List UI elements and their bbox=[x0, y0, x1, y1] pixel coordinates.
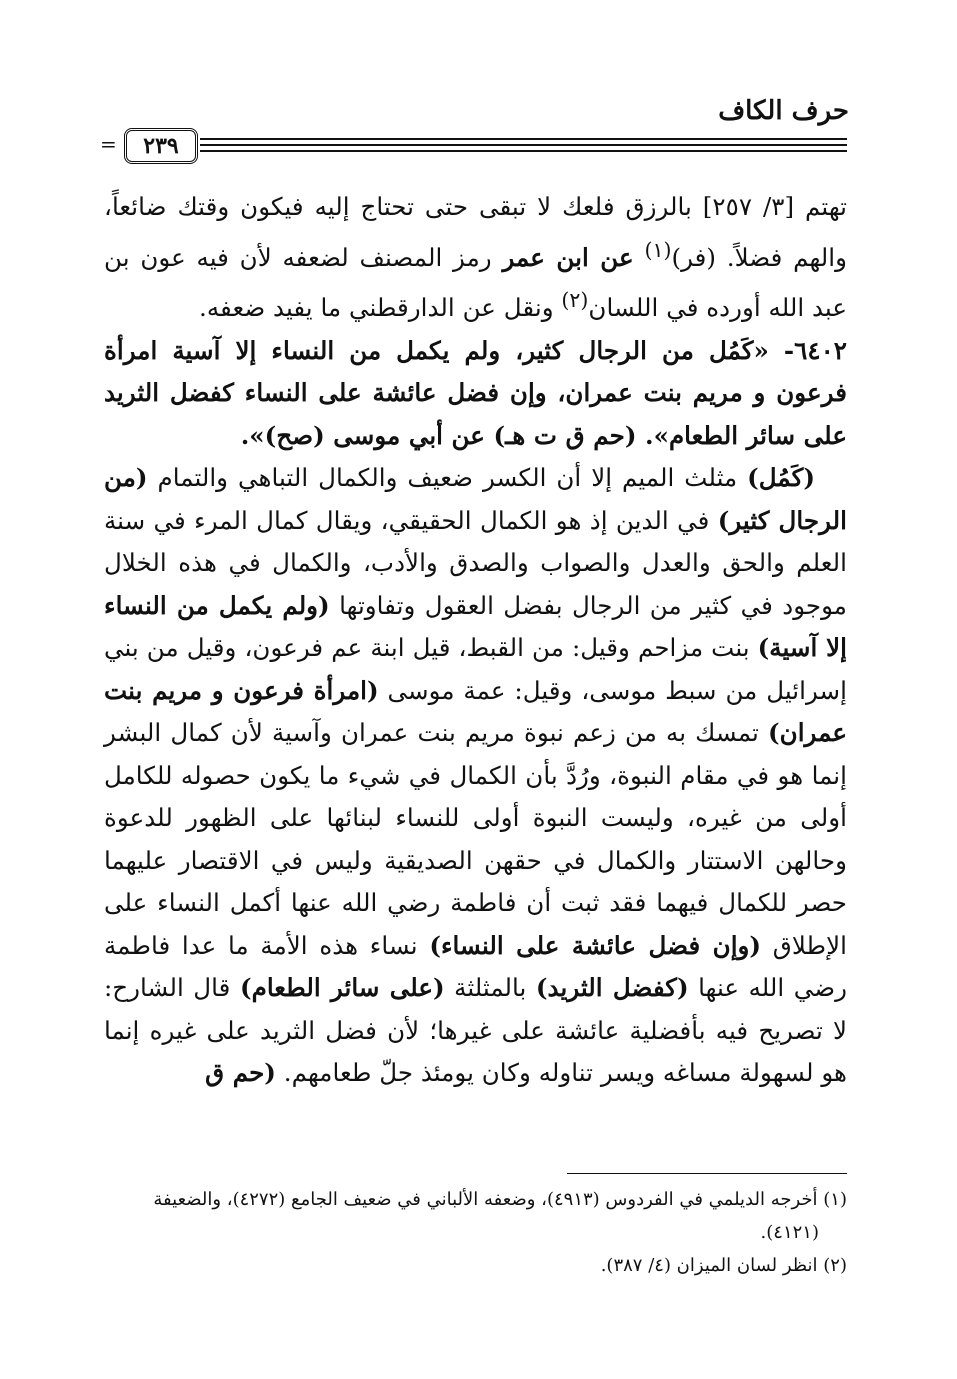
rule-cap: = bbox=[100, 132, 117, 156]
commentary-bold-8: (حم ق bbox=[205, 1058, 276, 1088]
footnote-1-line-1: (١) أخرجه الديلمي في الفردوس (٤٩١٣)، وضعفه الألباني في ضعيف الجامع (٤٢٧٢)، والضعيفة bbox=[153, 1189, 847, 1210]
footnote-ref-2: (٢) bbox=[561, 288, 589, 313]
p1-text: تهتم [٣/ ٢٥٧] بالرزق فلعك لا تبقى حتى تحتاج إليه فيكون وقتك ضائعاً، والهم فضلاً. (فر) bbox=[104, 192, 847, 272]
footnotes bbox=[104, 1183, 847, 1282]
rule-line bbox=[200, 144, 847, 146]
commentary-bold-3: (ولم يكمل من النساء إلا آسية) bbox=[104, 590, 847, 663]
hadith-text: ٦٤٠٢- «كَمُل من الرجال كثير، ولم يكمل من النساء إلا آسية امرأة فرعون و مريم بنت عمران، وإن فضل عائشة على النساء كفضل الثريد على سائر الطعام». (حم ق ت هـ) عن أبي موسى (صح)». bbox=[104, 335, 847, 450]
header-rule bbox=[100, 128, 847, 164]
main-text bbox=[104, 186, 847, 1095]
commentary-text-6: بالمثلثة bbox=[454, 973, 527, 1003]
commentary-bold-4: (امرأة فرعون و مريم بنت عمران) bbox=[104, 675, 847, 748]
chapter-title: حرف الكاف bbox=[718, 96, 849, 126]
commentary-text-3: بنت مزاحم وقيل: من القبط، قيل ابنة عم فرعون، وقيل من بني إسرائيل من سبط موسى، وقيل: عمة موسى bbox=[104, 633, 847, 705]
footnote-separator bbox=[567, 1173, 847, 1174]
p1-bold: عن ابن عمر bbox=[502, 242, 634, 272]
commentary-paragraph bbox=[104, 457, 847, 1095]
rule-line bbox=[200, 138, 847, 140]
commentary-bold-7: (على سائر الطعام) bbox=[239, 973, 445, 1003]
commentary-bold-2: (من الرجال كثير) bbox=[104, 463, 847, 535]
footnote-ref-1: (١) bbox=[644, 237, 672, 262]
rule-line bbox=[200, 150, 847, 152]
paragraph-1 bbox=[104, 186, 847, 330]
commentary-bold-6: (كفضل الثريد) bbox=[535, 973, 689, 1003]
footnote-2: (٢) انظر لسان الميزان (٤/ ٣٨٧). bbox=[600, 1255, 847, 1276]
hadith-paragraph bbox=[104, 330, 847, 458]
commentary-text-1: مثلث الميم إلا أن الكسر ضعيف والكمال التباهي والتمام bbox=[157, 463, 738, 493]
p1-text-2: رمز المصنف لضعفه لأن فيه عون بن عبد الله أورده في اللسان bbox=[104, 242, 847, 323]
commentary-bold-1: (كَمُل) bbox=[747, 463, 815, 493]
commentary-text-4: تمسك به من زعم نبوة مريم بنت عمران وآسية لأن كمال البشر إنما هو في مقام النبوة، ورُدَّ بأن الكمال في شيء ما يكون حصوله للكامل أولى من غيره، وليست النبوة أولى للنساء لبنائها على الظهور للدعوة وحالهن الاستتار والكمال في حقهن الصديقية وليس في الاقتصار عليهما حصر للكمال فيهما فقد ثبت أن فاطمة رضي الله عنها أكمل النساء على الإطلاق bbox=[104, 718, 847, 960]
commentary-text-5: نساء هذه الأمة ما عدا فاطمة رضي الله عنها bbox=[104, 930, 847, 1003]
p1-text-3: ونقل عن الدارقطني ما يفيد ضعفه. bbox=[199, 293, 554, 323]
commentary-text-7: قال الشارح: لا تصريح فيه بأفضلية عائشة على غيرها؛ لأن فضل الثريد على غيره إنما هو لسهولة مساغه ويسر تناوله وكان يومئذ جلّ طعامهم. bbox=[104, 973, 847, 1088]
commentary-text-2: في الدين إذ هو الكمال الحقيقي، ويقال كمال المرء في سنة العلم والحق والعدل والصواب والصدق والأدب، والكمال في هذه الخلال موجود في كثير من الرجال بفضل العقول وتفاوتها bbox=[104, 505, 847, 620]
footnote-1 bbox=[104, 1183, 847, 1249]
commentary-bold-5: (وإن فضل عائشة على النساء) bbox=[429, 930, 762, 960]
footnote-1-line-2: (٤١٢١). bbox=[760, 1222, 819, 1243]
page-number: ٢٣٩ bbox=[124, 128, 198, 164]
